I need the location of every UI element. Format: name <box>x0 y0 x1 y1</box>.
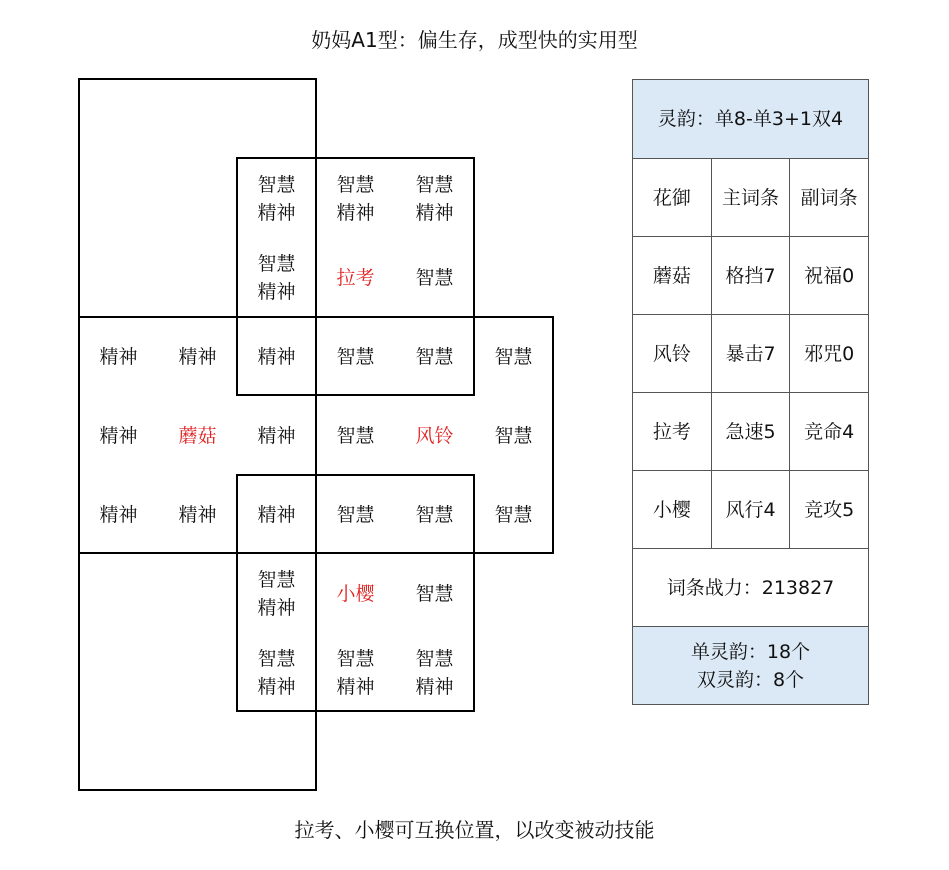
column-header: 副词条 <box>790 159 869 237</box>
cell-text: 精神 <box>178 345 217 368</box>
table-row <box>633 237 869 315</box>
stat-cell <box>237 159 316 238</box>
cell-text: 精神 <box>257 675 296 698</box>
stat-cell <box>79 396 158 475</box>
stat-cell <box>395 633 474 712</box>
cell-text: 智慧 <box>336 647 375 670</box>
cell-text: 智慧 <box>494 424 533 447</box>
stat-cell <box>237 396 316 475</box>
cell-text: 智慧 <box>257 568 296 591</box>
hero-cell <box>158 396 237 475</box>
single-count: 单灵韵：18个 <box>690 640 811 663</box>
table-row <box>633 393 869 471</box>
table-cell: 暴击7 <box>711 315 790 393</box>
hero-cell <box>395 396 474 475</box>
cell-text: 精神 <box>415 675 454 698</box>
cell-text: 蘑菇 <box>178 424 217 447</box>
cell-text: 精神 <box>257 201 296 224</box>
cell-text: 智慧 <box>257 173 296 196</box>
stat-cell <box>474 475 553 554</box>
stat-cell <box>237 317 316 396</box>
stat-cell <box>395 554 474 633</box>
stat-cell <box>395 238 474 317</box>
cell-text: 精神 <box>257 280 296 303</box>
cell-text: 小樱 <box>336 582 375 605</box>
stat-cell <box>474 396 553 475</box>
stat-cell <box>237 238 316 317</box>
cell-text: 智慧 <box>336 345 375 368</box>
cell-text: 精神 <box>178 503 217 526</box>
stats-table <box>632 79 869 705</box>
cell-text: 智慧 <box>415 345 454 368</box>
cell-text: 精神 <box>99 345 138 368</box>
cell-text: 精神 <box>257 503 296 526</box>
stat-cell <box>79 475 158 554</box>
stat-cell <box>474 317 553 396</box>
stat-cell <box>237 475 316 554</box>
stat-cell <box>237 554 316 633</box>
stat-cell <box>316 633 395 712</box>
cell-text: 精神 <box>415 201 454 224</box>
cell-text: 智慧 <box>494 345 533 368</box>
cell-text: 智慧 <box>415 266 454 289</box>
stat-cell <box>158 475 237 554</box>
hero-cell <box>316 238 395 317</box>
cell-text: 智慧 <box>336 424 375 447</box>
stat-cell <box>395 475 474 554</box>
column-header: 花御 <box>633 159 712 237</box>
table-cell: 风铃 <box>633 315 712 393</box>
stat-cell <box>316 396 395 475</box>
stat-cell <box>158 317 237 396</box>
table-cell: 竞攻5 <box>790 471 869 549</box>
cell-text: 精神 <box>336 675 375 698</box>
cell-text: 智慧 <box>415 503 454 526</box>
cell-text: 智慧 <box>415 647 454 670</box>
stat-cell <box>237 633 316 712</box>
table-cell: 拉考 <box>633 393 712 471</box>
table-header: 灵韵：单8-单3+1双4 <box>633 80 869 159</box>
stat-cell <box>395 317 474 396</box>
column-header: 主词条 <box>711 159 790 237</box>
cell-text: 智慧 <box>336 503 375 526</box>
table-row <box>633 471 869 549</box>
table-cell: 风行4 <box>711 471 790 549</box>
cell-text: 精神 <box>257 345 296 368</box>
table-cell: 急速5 <box>711 393 790 471</box>
table-cell: 邪咒0 <box>790 315 869 393</box>
footer-note: 拉考、小樱可互换位置，以改变被动技能 <box>294 818 655 842</box>
table-cell: 小樱 <box>633 471 712 549</box>
cell-text: 智慧 <box>336 173 375 196</box>
cell-text: 精神 <box>257 596 296 619</box>
cell-text: 拉考 <box>336 266 375 289</box>
summary-cell <box>633 627 869 705</box>
stat-cell <box>395 159 474 238</box>
cell-text: 风铃 <box>415 424 454 447</box>
table-row <box>633 315 869 393</box>
cell-text: 精神 <box>257 424 296 447</box>
table-cell: 竞命4 <box>790 393 869 471</box>
stat-cell <box>79 317 158 396</box>
cell-text: 精神 <box>99 424 138 447</box>
cell-text: 智慧 <box>494 503 533 526</box>
cell-text: 智慧 <box>415 173 454 196</box>
hero-cell <box>316 554 395 633</box>
power-value: 词条战力：213827 <box>633 549 869 627</box>
cell-text: 智慧 <box>257 647 296 670</box>
cell-text: 智慧 <box>415 582 454 605</box>
stat-cell <box>316 159 395 238</box>
diagram-title: 奶妈A1型：偏生存，成型快的实用型 <box>311 28 638 52</box>
stat-cell <box>316 475 395 554</box>
table-cell: 蘑菇 <box>633 237 712 315</box>
cell-text: 精神 <box>99 503 138 526</box>
double-count: 双灵韵：8个 <box>696 668 805 691</box>
stat-cell <box>316 317 395 396</box>
table-cell: 祝福0 <box>790 237 869 315</box>
cell-text: 精神 <box>336 201 375 224</box>
cell-text: 智慧 <box>257 252 296 275</box>
table-cell: 格挡7 <box>711 237 790 315</box>
